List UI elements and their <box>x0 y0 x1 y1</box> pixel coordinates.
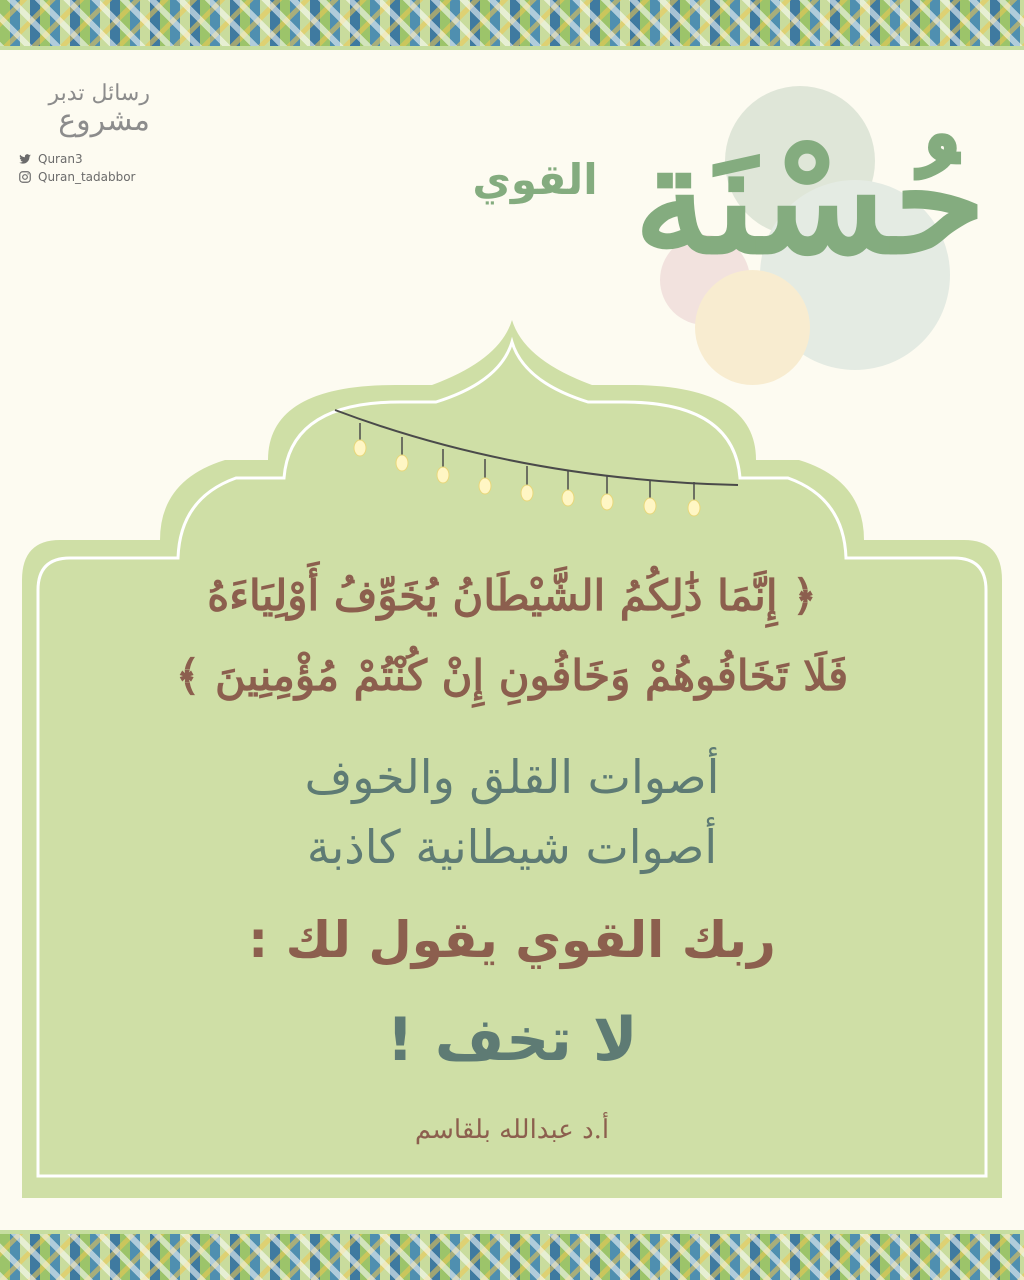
message-line-1: أصوات القلق والخوف <box>304 750 720 804</box>
message-line-2: أصوات شيطانية كاذبة <box>306 820 718 874</box>
author-name: أ.د عبدالله بلقاسم <box>414 1115 610 1145</box>
verse-line-2: فَلَا تَخَافُوهُمْ وَخَافُونِ إِنْ كُنْتُمْ مُؤْمِنِينَ ﴾ <box>175 651 849 700</box>
message-line-4: لا تخف ! <box>386 1005 638 1075</box>
logo-text-top: رسائل تدبر <box>48 81 150 106</box>
instagram-handle-text: Quran_tadabbor <box>38 170 136 184</box>
title-subtitle: القوي <box>472 155 598 204</box>
verse-line-1: ﴿ إِنَّمَا ذَٰلِكُمُ الشَّيْطَانُ يُخَوِّفُ أَوْلِيَاءَهُ <box>207 571 817 620</box>
logo-text-bottom: مشروع <box>58 103 150 138</box>
twitter-handle-text: Quran3 <box>38 152 83 166</box>
message-line-3: ربك القوي يقول لك : <box>248 911 776 969</box>
title-calligraphy: حُسْنَة <box>633 112 987 288</box>
